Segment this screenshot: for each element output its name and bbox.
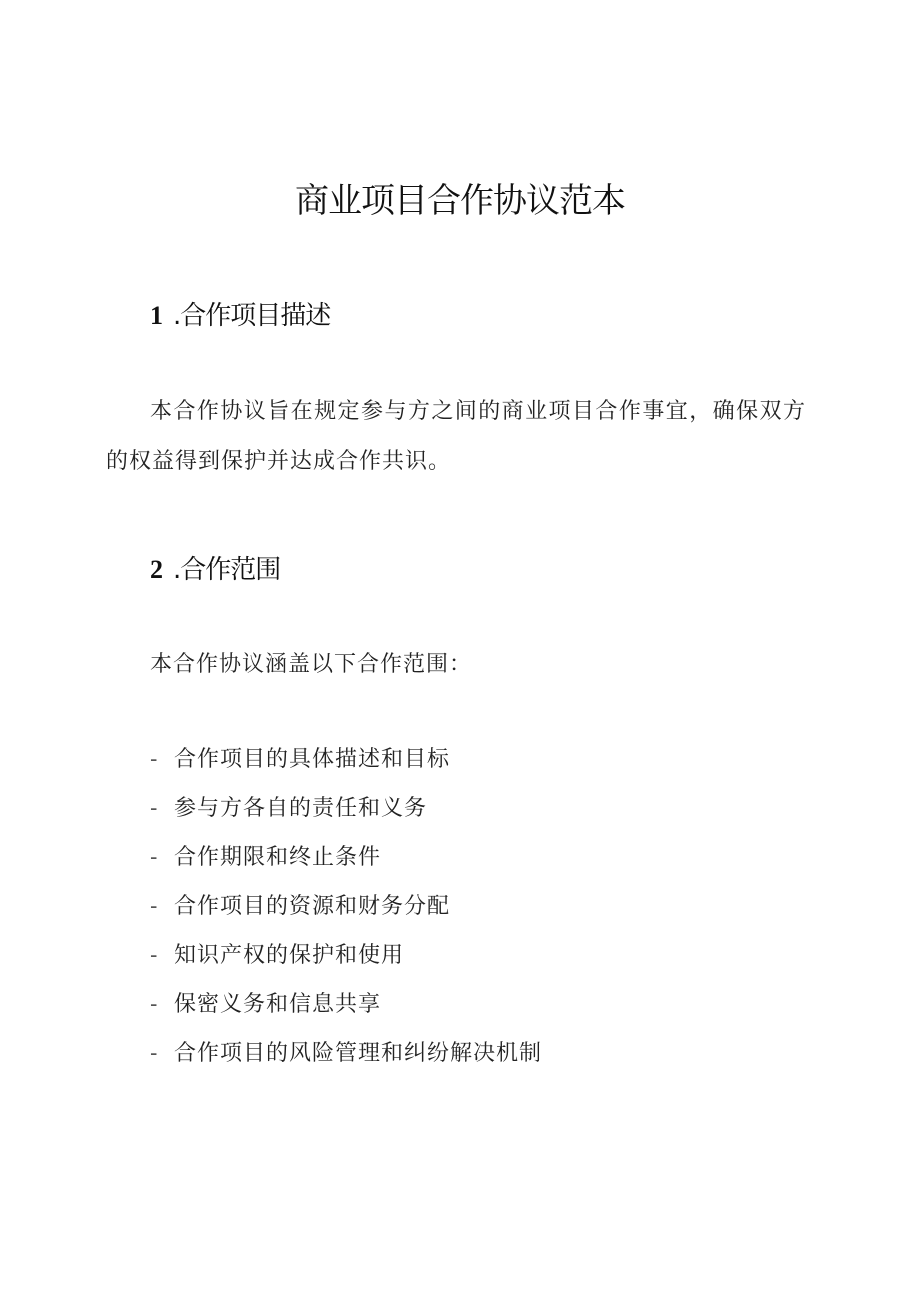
bullet-dash: - — [150, 796, 159, 821]
section-heading-text: .合作项目描述 — [173, 301, 331, 331]
section-heading-text: .合作范围 — [173, 555, 281, 585]
section-heading-2 — [150, 550, 280, 590]
section-2-paragraph: 本合作协议涵盖以下合作范围： — [150, 652, 473, 677]
bullet-dash: - — [150, 943, 159, 968]
list-item-text: 合作项目的风险管理和纠纷解决机制 — [174, 1041, 543, 1066]
section-number: 2 — [150, 555, 163, 584]
list-item — [150, 784, 542, 833]
list-item — [150, 1029, 542, 1078]
bullet-dash: - — [150, 992, 159, 1017]
list-item-text: 知识产权的保护和使用 — [174, 943, 405, 968]
list-item — [150, 833, 542, 882]
list-item-text: 合作期限和终止条件 — [174, 845, 382, 870]
list-item — [150, 931, 542, 980]
list-item-text: 保密义务和信息共享 — [174, 992, 382, 1017]
section-heading-1 — [150, 296, 330, 336]
list-item-text: 合作项目的具体描述和目标 — [174, 747, 451, 772]
list-item — [150, 980, 542, 1029]
list-item — [150, 882, 542, 931]
bullet-dash: - — [150, 1041, 159, 1066]
list-item-text: 合作项目的资源和财务分配 — [174, 894, 451, 919]
list-item-text: 参与方各自的责任和义务 — [174, 796, 428, 821]
section-number: 1 — [150, 301, 163, 330]
scope-list — [150, 735, 542, 1078]
document-title: 商业项目合作协议范本 — [295, 181, 625, 221]
bullet-dash: - — [150, 894, 159, 919]
list-item — [150, 735, 542, 784]
section-1-paragraph: 本合作协议旨在规定参与方之间的商业项目合作事宜，确保双方的权益得到保护并达成合作共识。 — [106, 399, 806, 474]
bullet-dash: - — [150, 845, 159, 870]
bullet-dash: - — [150, 747, 159, 772]
